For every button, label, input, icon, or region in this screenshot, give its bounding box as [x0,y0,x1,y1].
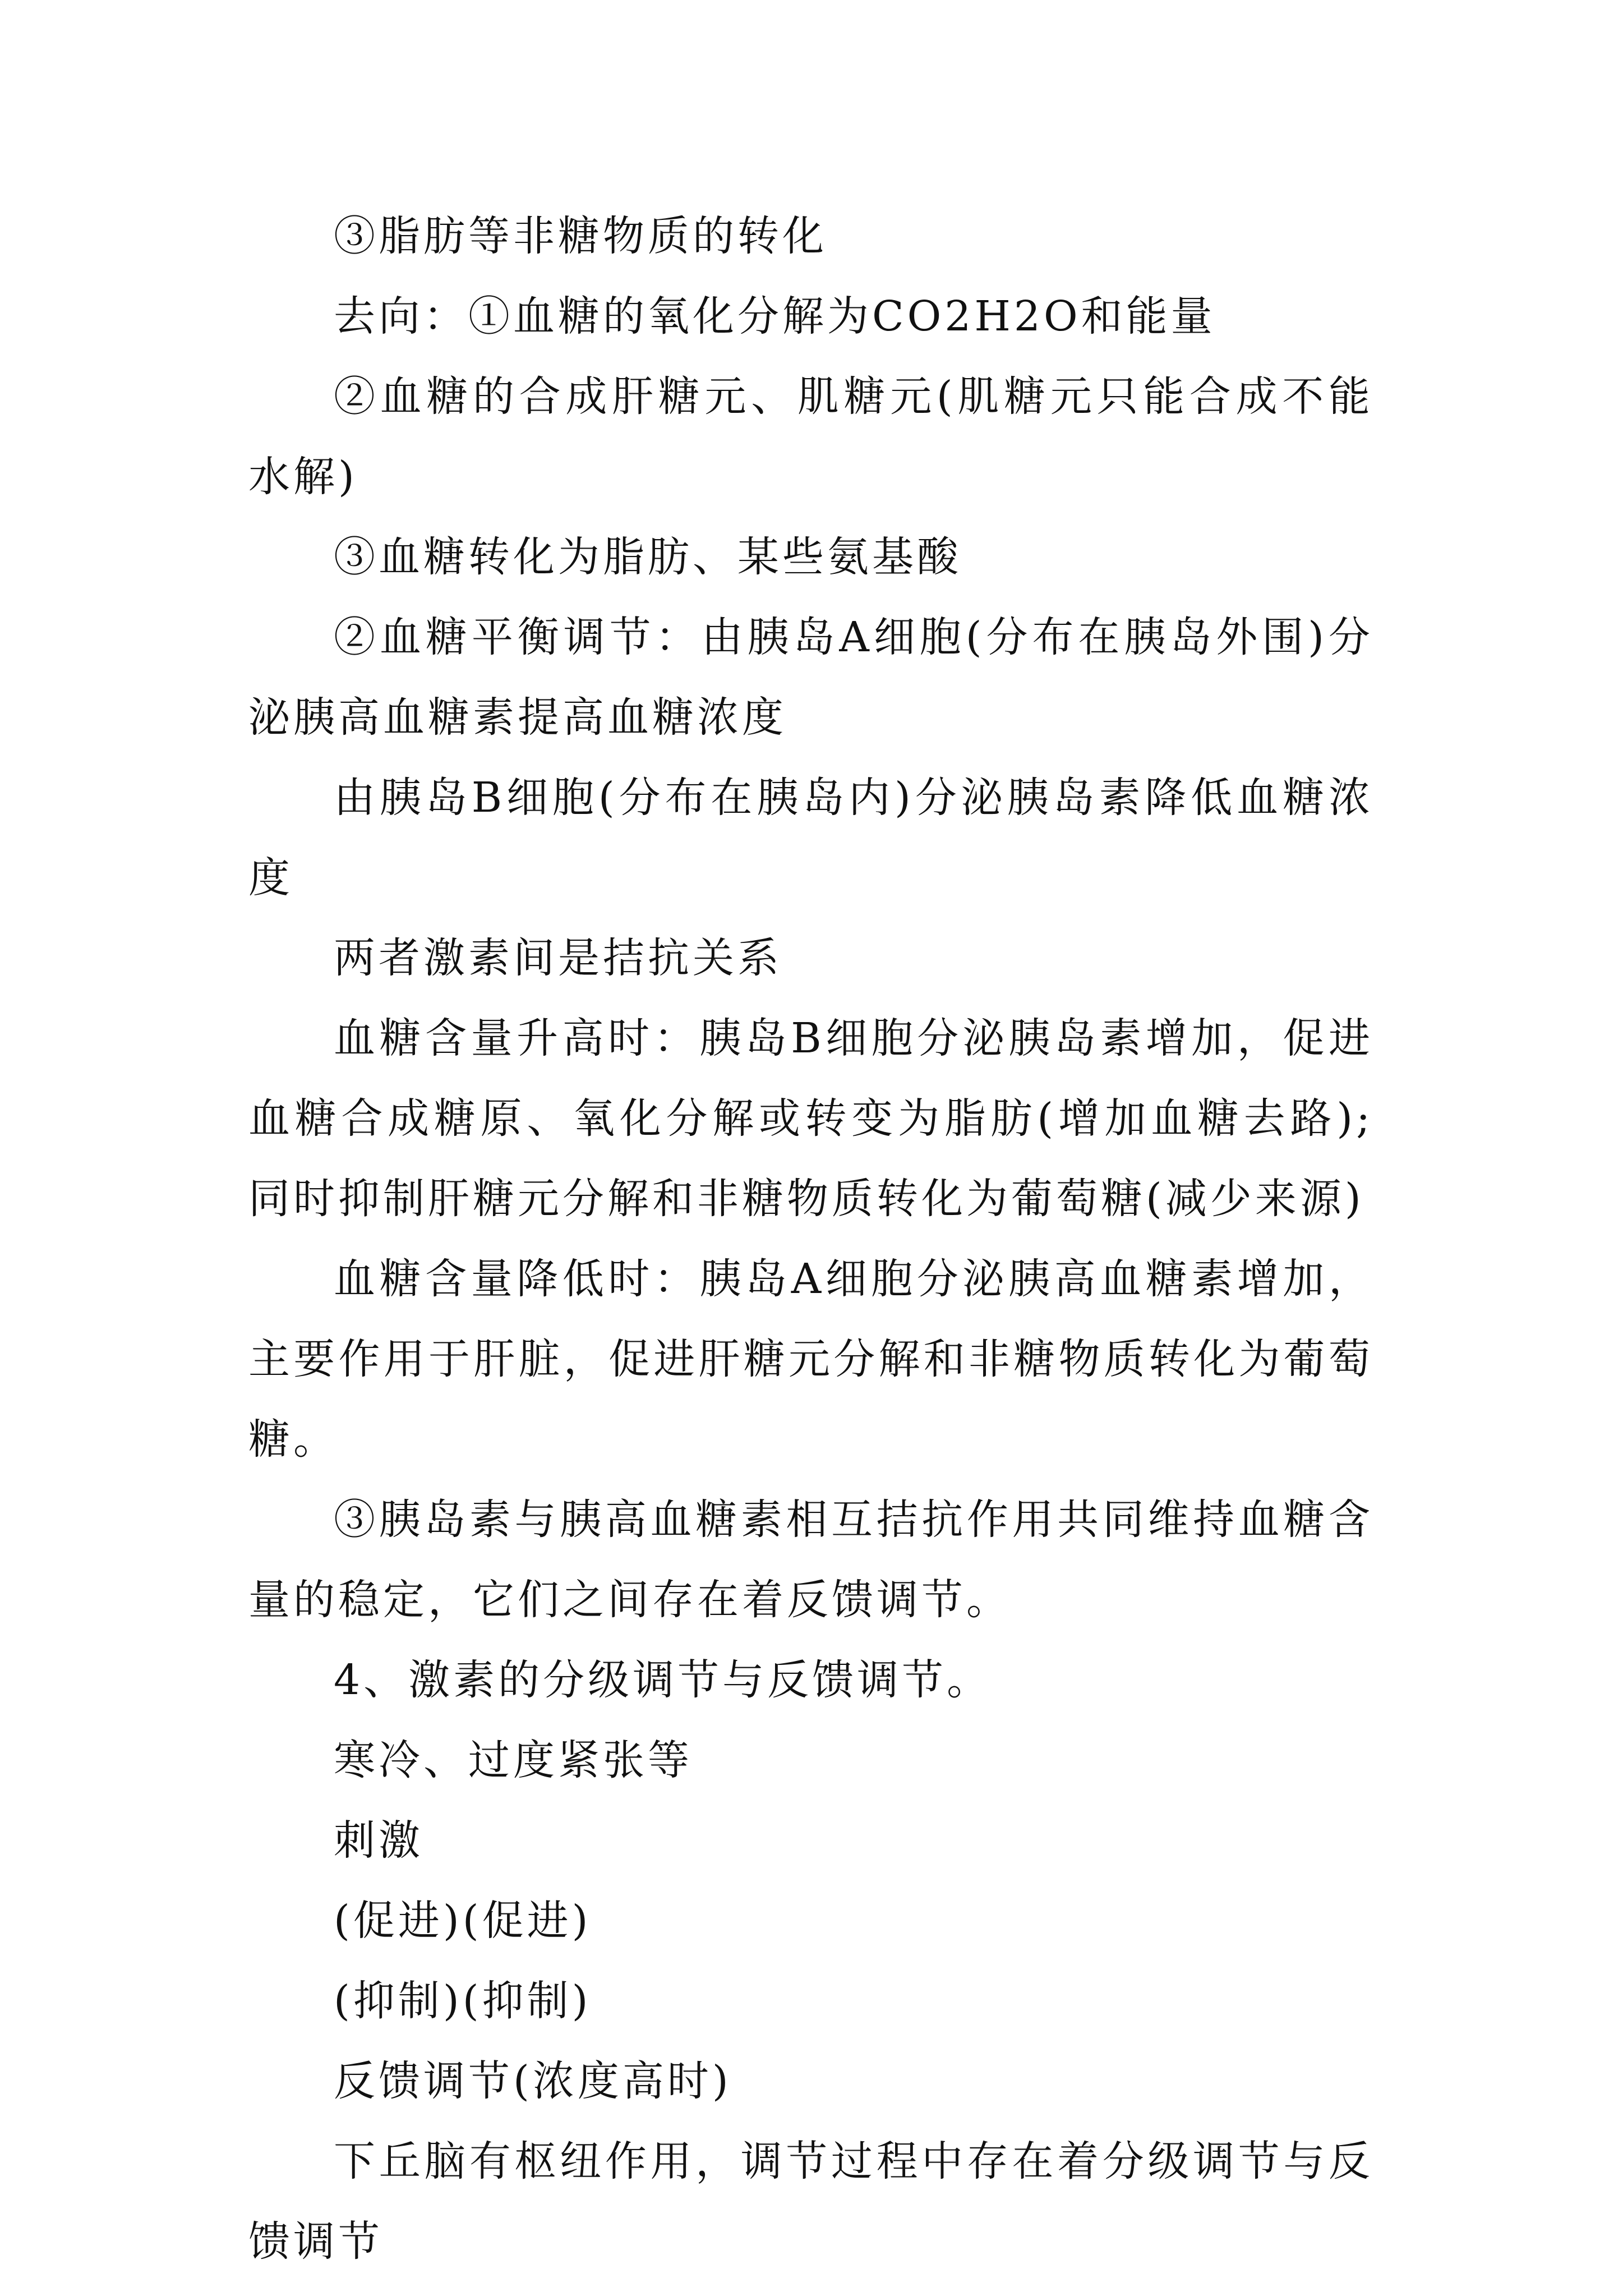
paragraph: ③脂肪等非糖物质的转化 [334,212,827,260]
paragraph: ③血糖转化为脂肪、某些氨基酸 [334,533,962,581]
paragraph: 刺激 [334,1816,423,1865]
paragraph: 寒冷、过度紧张等 [334,1736,693,1784]
paragraph: ②血糖平衡调节：由胰岛A细胞(分布在胰岛外围)分泌胰高血糖素提高血糖浓度 [248,613,1373,742]
paragraph: 由胰岛B细胞(分布在胰岛内)分泌胰岛素降低血糖浓度 [248,774,1373,902]
paragraph: ③胰岛素与胰高血糖素相互拮抗作用共同维持血糖含量的稳定，它们之间存在着反馈调节。 [248,1496,1373,1624]
paragraph: 4、激素的分级调节与反馈调节。 [334,1656,992,1704]
paragraph: (促进)(促进) [334,1897,592,1945]
paragraph: 去向：①血糖的氧化分解为CO2H2O和能量 [334,292,1216,341]
body-text [248,196,1373,2282]
paragraph: (抑制)(抑制) [334,1977,592,2025]
paragraph: 两者激素间是拮抗关系 [334,934,782,982]
paragraph: ②血糖的合成肝糖元、肌糖元(肌糖元只能合成不能水解) [248,372,1373,501]
paragraph: 下丘脑有枢纽作用，调节过程中存在着分级调节与反馈调节 [248,2137,1373,2266]
paragraph: 反馈调节(浓度高时) [334,2057,732,2105]
paragraph: 血糖含量升高时：胰岛B细胞分泌胰岛素增加，促进血糖合成糖原、氧化分解或转变为脂肪(增加血糖去路);同时抑制肝糖元分解和非糖物质转化为葡萄糖(减少来源) [248,1014,1373,1223]
paragraph: 血糖含量降低时：胰岛A细胞分泌胰高血糖素增加，主要作用于肝脏，促进肝糖元分解和非糖物质转化为葡萄糖。 [248,1255,1373,1464]
